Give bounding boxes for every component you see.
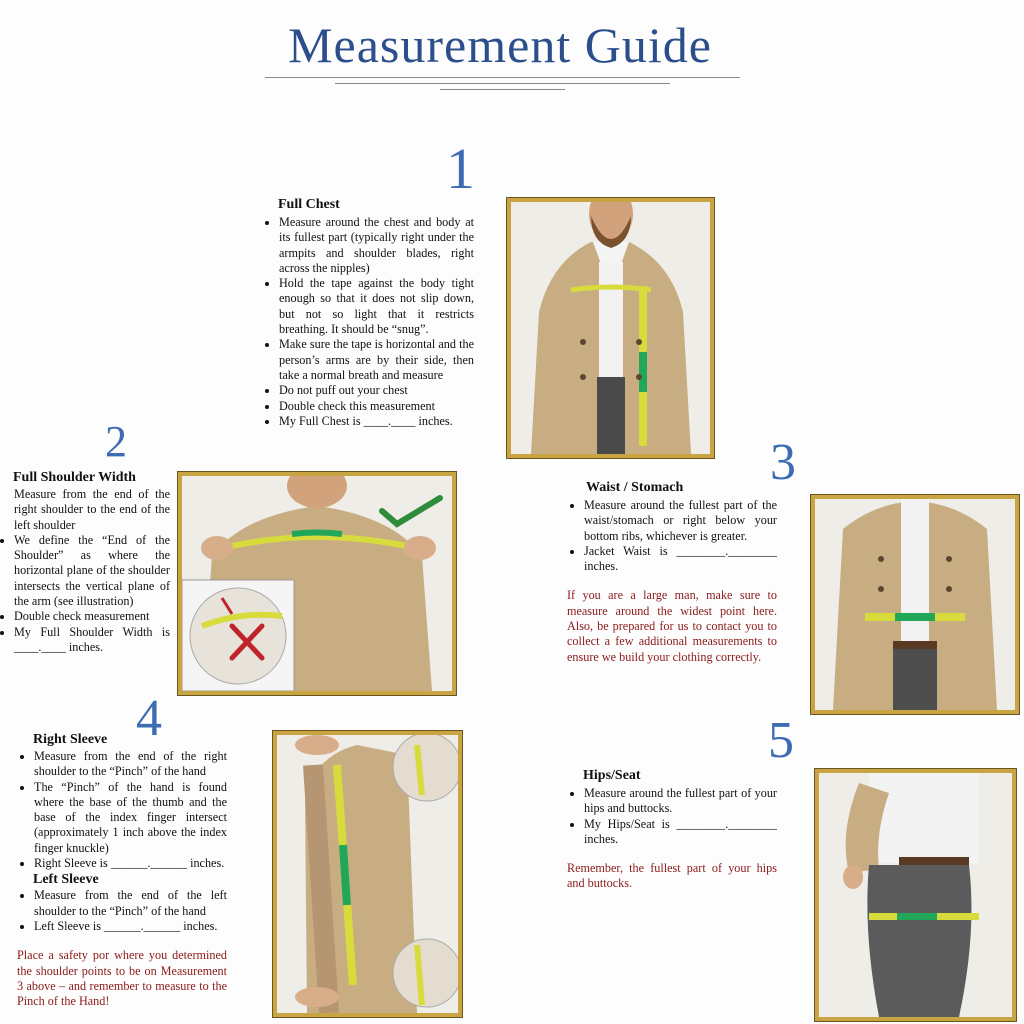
left-sleeve-bullets [17,888,227,934]
page-title: Measurement Guide [288,17,712,73]
shoulder-photo [178,472,456,695]
list-item: • Do not puff out your chest [279,383,474,398]
list-item: • My Hips/Seat is ________.________ inches. [584,817,777,848]
step-number-3: 3 [770,434,796,491]
waist-bullets [567,498,777,574]
shoulder-bullets [4,533,170,655]
chest-bullets [262,215,474,429]
list-item: • Measure around the fullest part of the waist/stomach or right below your bottom ribs, whichever is greater. [584,498,777,544]
right-sleeve-heading: Right Sleeve [33,732,108,747]
title-rule [335,83,670,84]
list-item: • Jacket Waist is ________.________ inches. [584,544,777,575]
hips-note: Remember, the fullest part of your hips and buttocks. [567,861,777,891]
list-item: • Make sure the tape is horizontal and the person’s arms are by their side, then take a normal breath and measure [279,337,474,383]
list-item: • We define the “End of the Shoulder” as where the horizontal plane of the shoulder intersects the vertical plane of the arm (see illustration) [14,533,170,609]
title-rule [265,77,740,78]
list-item: • Measure from the end of the right shoulder to the “Pinch” of the hand [34,749,227,780]
waist-note: If you are a large man, make sure to measure around the widest point here. Also, be prepared for us to contact you to collect a few additional measurements to ensure we build your clothing correctly. [567,588,777,664]
list-item: • Hold the tape against the body tight enough so that it does not slip down, but not so light that it restricts breathing. It should be “snug”. [279,276,474,337]
sleeve-note: Place a safety por where you determined the shoulder points to be on Measurement 3 above – and remember to measure to the Pinch of the Hand! [17,948,227,1009]
step-number-2: 2 [105,417,127,466]
right-sleeve-bullets [17,749,227,871]
chest-section [262,197,474,429]
list-item: • My Full Shoulder Width is ____.____ inches. [14,625,170,656]
left-sleeve-heading: Left Sleeve [33,872,99,888]
hips-bullets [567,786,777,847]
waist-section [567,480,777,665]
shoulder-heading: Full Shoulder Width [13,470,136,485]
hips-heading: Hips/Seat [583,768,641,783]
list-item: • Double check measurement [14,609,170,624]
step-number-4: 4 [136,690,162,747]
hips-section [567,768,777,892]
list-item: • Left Sleeve is ______.______ inches. [34,919,227,934]
shoulder-section [4,470,170,655]
list-item: • My Full Chest is ____.____ inches. [279,414,474,429]
list-item: • Right Sleeve is ______.______ inches. [34,856,227,871]
step-number-1: 1 [446,136,475,201]
shoulder-intro: Measure from the end of the right shoulder to the end of the left shoulder [14,487,170,532]
waist-photo [811,495,1019,714]
list-item: • Measure around the fullest part of your hips and buttocks. [584,786,777,817]
waist-heading: Waist / Stomach [586,480,684,495]
list-item: • Measure around the chest and body at its fullest part (typically right under the armpits and shoulder blades, right across the nipples) [279,215,474,276]
list-item: • The “Pinch” of the hand is found where the base of the thumb and the base of the index finger intersect (approximately 1 inch above the index finger knuckle) [34,780,227,856]
step-number-5: 5 [768,712,794,769]
hips-photo [815,769,1016,1021]
chest-heading: Full Chest [278,197,340,212]
list-item: • Double check this measurement [279,399,474,414]
sleeve-section [17,732,227,1009]
title-rule [440,89,565,90]
list-item: • Measure from the end of the left shoulder to the “Pinch” of the hand [34,888,227,919]
chest-photo [507,198,714,458]
sleeve-photo [273,731,462,1017]
